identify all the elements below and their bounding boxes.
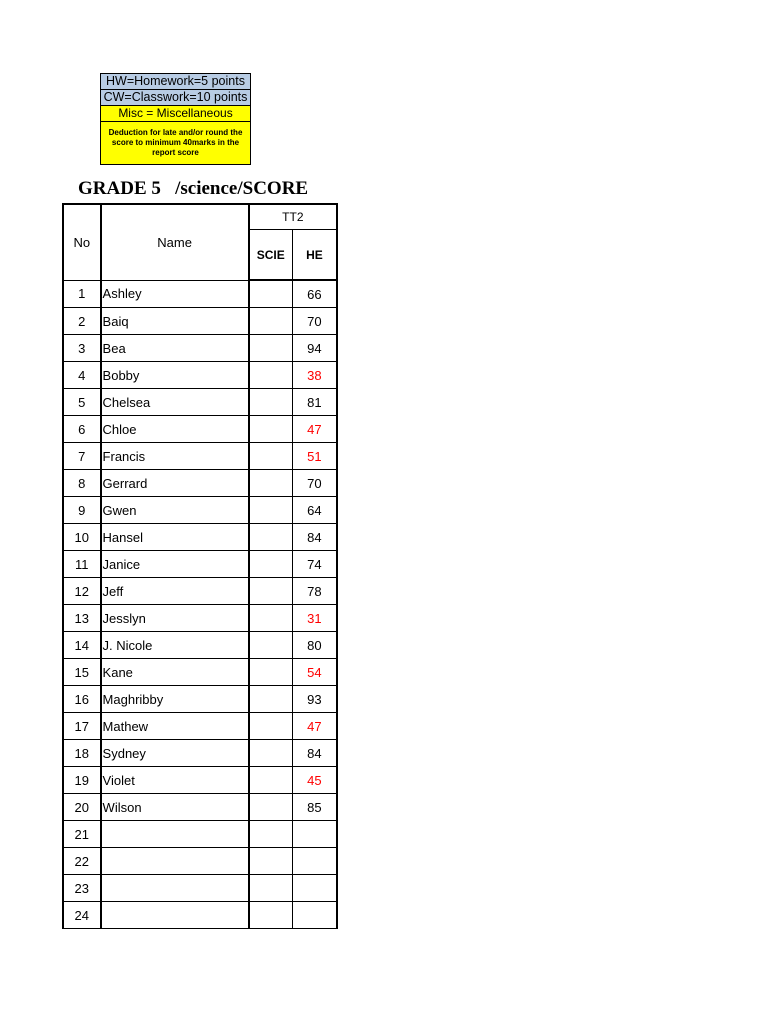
cell-no[interactable]: 11: [63, 551, 101, 578]
cell-no[interactable]: 17: [63, 713, 101, 740]
cell-name[interactable]: Ashley: [101, 280, 249, 308]
cell-name[interactable]: Kane: [101, 659, 249, 686]
table-row: [63, 551, 337, 578]
cell-no[interactable]: 18: [63, 740, 101, 767]
cell-name[interactable]: Hansel: [101, 524, 249, 551]
table-row: [63, 280, 337, 308]
cell-name[interactable]: Gwen: [101, 497, 249, 524]
cell-no[interactable]: 6: [63, 416, 101, 443]
page-title: GRADE 5 /science/SCORE: [78, 178, 309, 199]
table-row: [63, 524, 337, 551]
cell-no[interactable]: 1: [63, 280, 101, 308]
table-row: [63, 443, 337, 470]
cell-scie[interactable]: [249, 740, 293, 767]
cell-name[interactable]: Maghribby: [101, 686, 249, 713]
cell-scie[interactable]: [249, 902, 293, 929]
table-row: [63, 470, 337, 497]
cell-scie[interactable]: [249, 335, 293, 362]
header-name: Name: [101, 204, 249, 280]
cell-scie[interactable]: [249, 389, 293, 416]
table-row: [63, 308, 337, 335]
cell-he[interactable]: 38: [292, 362, 337, 389]
table-row: [63, 902, 337, 929]
table-row: [63, 821, 337, 848]
table-row: [63, 416, 337, 443]
cell-scie[interactable]: [249, 362, 293, 389]
cell-scie[interactable]: [249, 551, 293, 578]
cell-scie[interactable]: [249, 794, 293, 821]
cell-name[interactable]: Wilson: [101, 794, 249, 821]
table-row: [63, 632, 337, 659]
cell-no[interactable]: 12: [63, 578, 101, 605]
cell-no[interactable]: 21: [63, 821, 101, 848]
legend-classwork: CW=Classwork=10 points: [101, 90, 250, 106]
cell-name[interactable]: Jesslyn: [101, 605, 249, 632]
cell-he[interactable]: 51: [292, 443, 337, 470]
table-row: [63, 740, 337, 767]
legend-misc: Misc = Miscellaneous: [101, 106, 250, 122]
cell-name[interactable]: Bea: [101, 335, 249, 362]
header-scie: SCIE: [249, 230, 293, 281]
cell-no[interactable]: 23: [63, 875, 101, 902]
cell-he[interactable]: 47: [292, 713, 337, 740]
cell-no[interactable]: 10: [63, 524, 101, 551]
cell-he[interactable]: 70: [292, 308, 337, 335]
cell-name[interactable]: Sydney: [101, 740, 249, 767]
cell-scie[interactable]: [249, 848, 293, 875]
cell-no[interactable]: 5: [63, 389, 101, 416]
cell-no[interactable]: 14: [63, 632, 101, 659]
cell-scie[interactable]: [249, 632, 293, 659]
cell-he[interactable]: [292, 902, 337, 929]
table-row: [63, 794, 337, 821]
cell-no[interactable]: 13: [63, 605, 101, 632]
cell-he[interactable]: 54: [292, 659, 337, 686]
cell-he[interactable]: [292, 848, 337, 875]
cell-no[interactable]: 24: [63, 902, 101, 929]
cell-scie[interactable]: [249, 821, 293, 848]
table-row: [63, 362, 337, 389]
cell-scie[interactable]: [249, 659, 293, 686]
cell-name[interactable]: J. Nicole: [101, 632, 249, 659]
cell-he[interactable]: 74: [292, 551, 337, 578]
table-row: [63, 713, 337, 740]
cell-no[interactable]: 4: [63, 362, 101, 389]
cell-scie[interactable]: [249, 416, 293, 443]
table-row: [63, 686, 337, 713]
cell-he[interactable]: 81: [292, 389, 337, 416]
legend-deduction-note: Deduction for late and/or round the score to minimum 40marks in the report score: [101, 122, 250, 164]
cell-name[interactable]: [101, 875, 249, 902]
cell-scie[interactable]: [249, 713, 293, 740]
cell-scie[interactable]: [249, 524, 293, 551]
cell-scie[interactable]: [249, 875, 293, 902]
cell-name[interactable]: [101, 848, 249, 875]
cell-he[interactable]: 84: [292, 524, 337, 551]
table-row: [63, 767, 337, 794]
cell-scie[interactable]: [249, 308, 293, 335]
cell-name[interactable]: Chelsea: [101, 389, 249, 416]
cell-he[interactable]: 64: [292, 497, 337, 524]
header-he: HE: [292, 230, 337, 281]
table-row: [63, 848, 337, 875]
cell-he[interactable]: 47: [292, 416, 337, 443]
cell-name[interactable]: [101, 902, 249, 929]
cell-no[interactable]: 9: [63, 497, 101, 524]
cell-scie[interactable]: [249, 605, 293, 632]
table-row: [63, 389, 337, 416]
cell-no[interactable]: 2: [63, 308, 101, 335]
cell-name[interactable]: Janice: [101, 551, 249, 578]
cell-scie[interactable]: [249, 497, 293, 524]
cell-he[interactable]: 66: [292, 280, 337, 308]
table-row: [63, 578, 337, 605]
cell-no[interactable]: 7: [63, 443, 101, 470]
cell-no[interactable]: 22: [63, 848, 101, 875]
cell-name[interactable]: Francis: [101, 443, 249, 470]
cell-scie[interactable]: [249, 686, 293, 713]
cell-no[interactable]: 8: [63, 470, 101, 497]
cell-he[interactable]: 31: [292, 605, 337, 632]
cell-no[interactable]: 19: [63, 767, 101, 794]
cell-no[interactable]: 20: [63, 794, 101, 821]
cell-scie[interactable]: [249, 443, 293, 470]
grade-table-body: [63, 280, 337, 929]
cell-name[interactable]: Mathew: [101, 713, 249, 740]
cell-name[interactable]: Jeff: [101, 578, 249, 605]
cell-he[interactable]: 84: [292, 740, 337, 767]
cell-he[interactable]: 85: [292, 794, 337, 821]
cell-name[interactable]: Baiq: [101, 308, 249, 335]
table-row: [63, 659, 337, 686]
cell-he[interactable]: 45: [292, 767, 337, 794]
cell-he[interactable]: 70: [292, 470, 337, 497]
cell-he[interactable]: 94: [292, 335, 337, 362]
cell-name[interactable]: [101, 821, 249, 848]
cell-scie[interactable]: [249, 470, 293, 497]
cell-he[interactable]: 93: [292, 686, 337, 713]
cell-scie[interactable]: [249, 578, 293, 605]
cell-name[interactable]: Violet: [101, 767, 249, 794]
cell-name[interactable]: Bobby: [101, 362, 249, 389]
cell-name[interactable]: Chloe: [101, 416, 249, 443]
table-row: [63, 875, 337, 902]
header-no: No: [63, 204, 101, 280]
cell-no[interactable]: 15: [63, 659, 101, 686]
table-row: [63, 335, 337, 362]
cell-no[interactable]: 16: [63, 686, 101, 713]
table-row: [63, 497, 337, 524]
cell-he[interactable]: 78: [292, 578, 337, 605]
legend-homework: HW=Homework=5 points: [101, 74, 250, 90]
cell-he[interactable]: [292, 821, 337, 848]
cell-he[interactable]: [292, 875, 337, 902]
cell-scie[interactable]: [249, 280, 293, 308]
cell-scie[interactable]: [249, 767, 293, 794]
cell-name[interactable]: Gerrard: [101, 470, 249, 497]
cell-he[interactable]: 80: [292, 632, 337, 659]
header-tt2: TT2: [249, 204, 337, 230]
grade-table: [62, 203, 338, 929]
legend-box: [100, 73, 251, 165]
cell-no[interactable]: 3: [63, 335, 101, 362]
table-row: [63, 605, 337, 632]
